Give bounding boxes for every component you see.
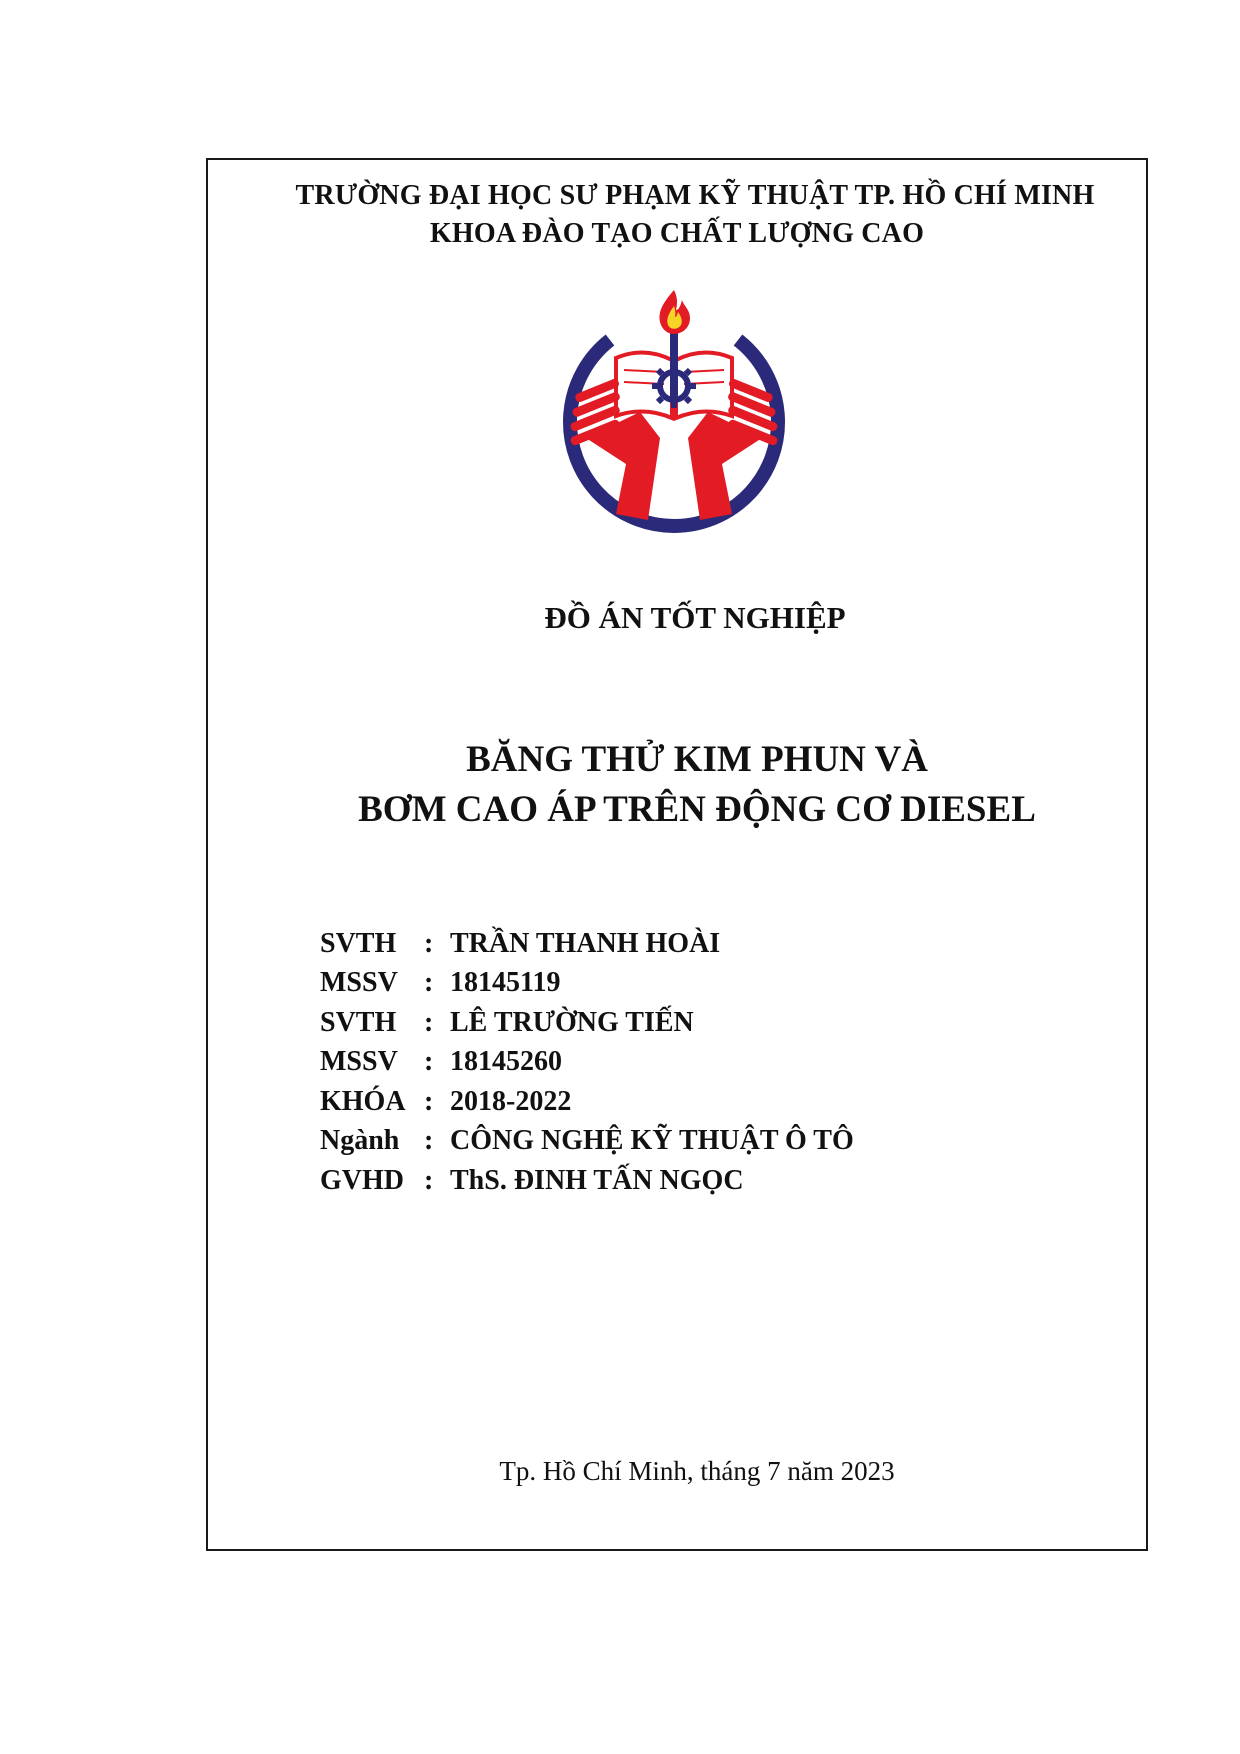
info-row-student-1 (320, 924, 1020, 964)
torch-icon (670, 330, 678, 402)
student-info-list (320, 924, 1020, 1201)
cover-frame (206, 158, 1148, 1551)
school-name: TRƯỜNG ĐẠI HỌC SƯ PHẠM KỸ THUẬT TP. HỒ CHÍ MINH (295, 180, 1095, 211)
info-label: MSSV (320, 1046, 398, 1078)
info-value: 2018-2022 (450, 1085, 572, 1117)
faculty-name: KHOA ĐÀO TẠO CHẤT LƯỢNG CAO (429, 218, 925, 249)
document-type: ĐỒ ÁN TỐT NGHIỆP (544, 600, 846, 635)
info-row-course (320, 1082, 1020, 1122)
info-row-major (320, 1122, 1020, 1162)
info-value: ThS. ĐINH TẤN NGỌC (450, 1164, 744, 1196)
info-value: CÔNG NGHỆ KỸ THUẬT Ô TÔ (450, 1125, 854, 1157)
info-colon: : (424, 967, 434, 999)
info-colon: : (424, 1046, 434, 1078)
info-label: Ngành (320, 1125, 400, 1157)
info-label: MSSV (320, 967, 398, 999)
flame-icon (660, 290, 690, 334)
info-value: TRẦN THANH HOÀI (450, 927, 721, 959)
info-colon: : (424, 927, 434, 959)
info-label: SVTH (320, 1006, 397, 1038)
info-label: SVTH (320, 927, 397, 959)
info-value: 18145119 (450, 967, 561, 999)
thesis-title-line1: BĂNG THỬ KIM PHUN VÀ (466, 739, 928, 780)
info-colon: : (424, 1006, 434, 1038)
info-value: 18145260 (450, 1046, 562, 1078)
info-label: KHÓA (320, 1085, 406, 1117)
info-colon: : (424, 1125, 434, 1157)
info-label: GVHD (320, 1164, 404, 1196)
info-row-student-id-1 (320, 964, 1020, 1004)
place-and-date: Tp. Hồ Chí Minh, tháng 7 năm 2023 (499, 1456, 895, 1486)
info-colon: : (424, 1085, 434, 1117)
info-row-advisor (320, 1161, 1020, 1201)
thesis-title-line2: BƠM CAO ÁP TRÊN ĐỘNG CƠ DIESEL (358, 789, 1036, 830)
university-logo-icon (544, 288, 804, 550)
info-colon: : (424, 1164, 434, 1196)
info-value: LÊ TRƯỜNG TIẾN (450, 1006, 694, 1038)
info-row-student-2 (320, 1003, 1020, 1043)
info-row-student-id-2 (320, 1043, 1020, 1083)
